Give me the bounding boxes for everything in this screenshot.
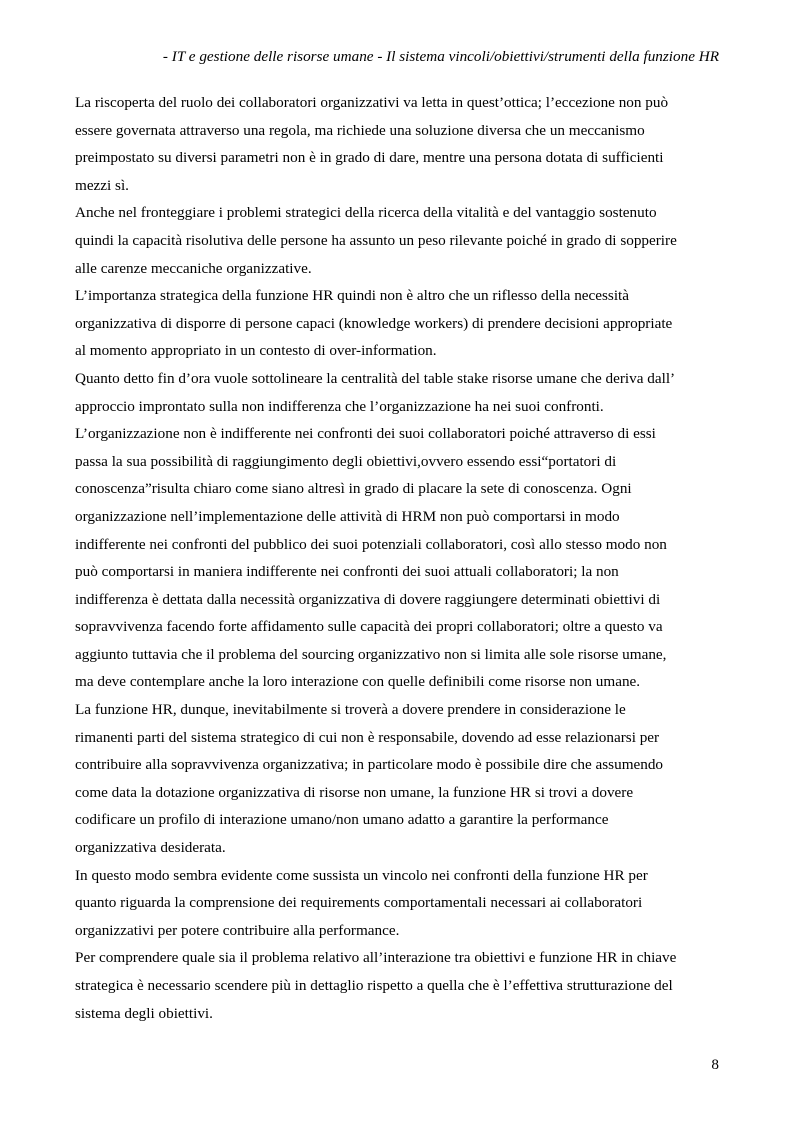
text-line: Quanto detto fin d’ora vuole sottolineare la centralità del table stake risorse umane che deriva dall’: [75, 369, 676, 387]
paragraph: [75, 944, 719, 1027]
page-number: 8: [711, 1056, 719, 1073]
body-text: [75, 89, 719, 1027]
text-line: organizzazione nell’implementazione delle attività di HRM non può comportarsi in modo: [75, 507, 620, 525]
paragraph: [75, 89, 719, 199]
text-line: L’organizzazione non è indifferente nei confronti dei suoi collaboratori poiché attraverso di essi: [75, 425, 656, 443]
paragraph: [75, 282, 719, 365]
text-line: preimpostato su diversi parametri non è in grado di dare, mentre una persona dotata di sufficienti: [75, 149, 664, 167]
text-line: passa la sua possibilità di raggiungimento degli obiettivi,ovvero essendo essi“portatori di: [75, 452, 617, 470]
text-line: rimanenti parti del sistema strategico di cui non è responsabile, dovendo ad esse relazionarsi per: [75, 728, 660, 746]
text-line: sopravvivenza facendo forte affidamento sulle capacità dei propri collaboratori; oltre a questo va: [75, 618, 663, 636]
text-line: In questo modo sembra evidente come sussista un vincolo nei confronti della funzione HR per: [75, 866, 648, 884]
text-line: La funzione HR, dunque, inevitabilmente si troverà a dovere prendere in considerazione le: [75, 701, 626, 719]
text-line: conoscenza”risulta chiaro come siano altresì in grado di placare la sete di conoscenza. Ogni: [75, 480, 632, 498]
running-header-title: - IT e gestione delle risorse umane - Il sistema vincoli/obiettivi/strumenti della funzione HR: [162, 48, 719, 65]
text-line: sistema degli obiettivi.: [75, 1004, 213, 1022]
text-line: mezzi sì.: [75, 176, 129, 194]
text-line: L’importanza strategica della funzione HR quindi non è altro che un riflesso della necessità: [75, 287, 630, 305]
text-line: può comportarsi in maniera indifferente nei confronti dei suoi attuali collaboratori; la non: [75, 563, 619, 581]
text-line: come data la dotazione organizzativa di risorse non umane, la funzione HR si trovi a dovere: [75, 783, 634, 801]
text-line: essere governata attraverso una regola, ma richiede una soluzione diversa che un meccanismo: [75, 121, 645, 139]
text-line: codificare un profilo di interazione umano/non umano adatto a garantire la performance: [75, 811, 609, 829]
text-line: quanto riguarda la comprensione dei requirements comportamentali necessari ai collaboratori: [75, 894, 643, 912]
paragraph: [75, 862, 719, 945]
text-line: indifferenza è dettata dalla necessità organizzativa di dovere raggiungere determinati obiettivi di: [75, 590, 661, 608]
paragraph: [75, 365, 719, 420]
paragraph: [75, 696, 719, 862]
text-line: quindi la capacità risolutiva delle persone ha assunto un peso rilevante poiché in grado di sopperire: [75, 231, 677, 249]
text-line: approccio improntato sulla non indifferenza che l’organizzazione ha nei suoi confronti.: [75, 397, 604, 415]
text-line: strategica è necessario scendere più in dettaglio rispetto a quella che è l’effettiva strutturazione del: [75, 977, 673, 994]
text-line: ma deve contemplare anche la loro interazione con quelle definibili come risorse non umane.: [75, 673, 641, 691]
text-line: aggiunto tuttavia che il problema del sourcing organizzativo non si limita alle sole risorse umane,: [75, 645, 667, 663]
paragraph: [75, 199, 719, 282]
text-line: al momento appropriato in un contesto di over-information.: [75, 342, 437, 360]
text-line: alle carenze meccaniche organizzative.: [75, 259, 312, 277]
text-line: Per comprendere quale sia il problema relativo all’interazione tra obiettivi e funzione HR in chiave: [75, 949, 677, 967]
text-line: indifferente nei confronti del pubblico dei suoi potenziali collaboratori, così allo stesso modo non: [75, 535, 667, 553]
text-line: organizzativa desiderata.: [75, 839, 226, 857]
running-header: [75, 47, 719, 67]
text-line: La riscoperta del ruolo dei collaboratori organizzativi va letta in quest’ottica; l’eccezione non può: [75, 94, 669, 111]
text-line: contribuire alla sopravvivenza organizzativa; in particolare modo è possibile dire che assumendo: [75, 756, 664, 774]
text-line: Anche nel fronteggiare i problemi strategici della ricerca della vitalità e del vantaggio sostenuto: [75, 204, 657, 222]
text-line: organizzativa di disporre di persone capaci (knowledge workers) di prendere decisioni appropriate: [75, 314, 673, 332]
paragraph: [75, 420, 719, 696]
text-line: organizzativi per potere contribuire alla performance.: [75, 921, 400, 939]
